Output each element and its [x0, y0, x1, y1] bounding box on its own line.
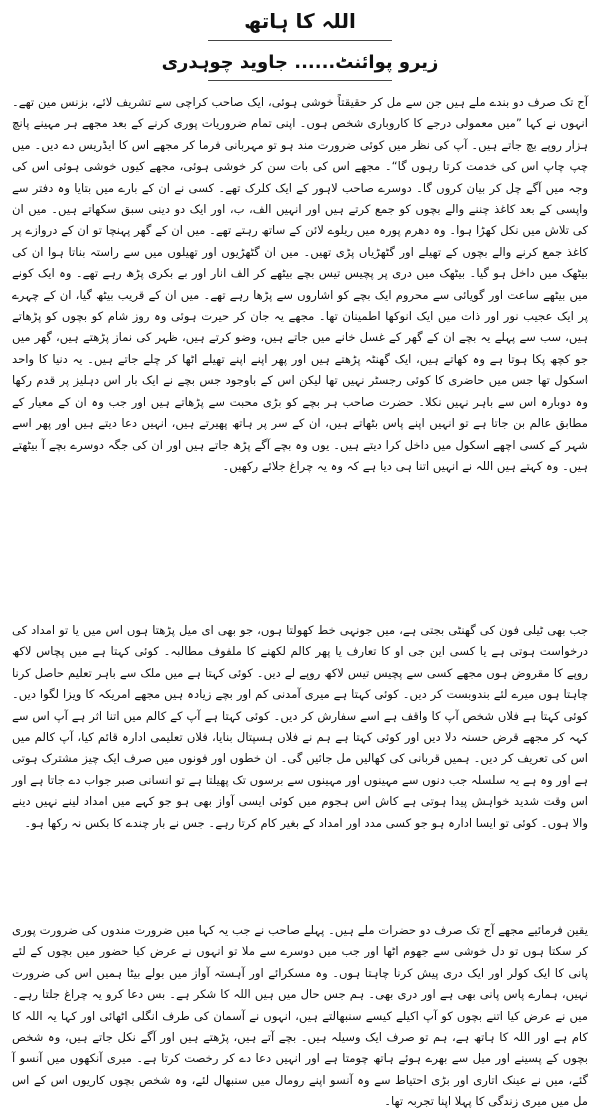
article-body — [12, 92, 588, 1109]
article-paragraph: یقین فرمائیے مجھے آج تک صرف دو حضرات ملے ہیں۔ پہلے صاحب نے جب یہ کہا میں ضرورت مندوں کی ضرورت پوری کر سکتا ہوں تو دل خوشی سے جھوم اٹھا اور جب میں دوسرے سے ملا تو انہوں نے عرض کیا حضور میں بچوں کے لئے پانی کا ایک کولر اور ایک دری پیش کرنا چاہتا ہوں۔ وہ مسکرائے اور آہستہ آواز میں بولے بیٹا ہمیں اس کی ضرورت نہیں، ہمارے پاس پانی بھی ہے اور دری بھی۔ ہم جس حال میں ہیں اللہ کا شکر ہے۔ بس دعا کرو یہ چراغ جلتا رہے۔ میں نے عرض کیا اتنے بچوں کو آپ اکیلے کیسے سنبھالتے ہیں، انہوں نے آسمان کی طرف انگلی اٹھائی اور کہا یہ اللہ کا کام ہے اور اللہ کا ہاتھ ہے، ہم تو صرف ایک وسیلہ ہیں۔ بچے آتے ہیں، پڑھتے ہیں اور آگے نکل جاتے ہیں، وہ شخص بچوں کے پسینے اور میل سے بھرے ہوئے ہاتھ چومتا ہے اور انہیں دعا دے کر رخصت کرتا ہے۔ میری آنکھوں میں آنسو آ گئے، میں نے عینک اتاری اور بڑی احتیاط سے وہ آنسو اپنے رومال میں سنبھال لئے، وہ شخص بچوں کاریوں اس کے اس مل میں میری زندگی کا پہلا اپنا تجربہ تھا۔ — [12, 923, 588, 1109]
column-byline: زیرو پوائنٹ...... جاوید چوہدری — [161, 52, 439, 73]
byline-underline — [208, 80, 392, 81]
article-paragraph: آج تک صرف دو بندے ملے ہیں جن سے مل کر حقیقتاً خوشی ہوئی، ایک صاحب کراچی سے تشریف لائے، بزنس مین تھے۔ انہوں نے کہا ”میں معمولی درجے کا کاروباری شخص ہوں۔ اپنی تمام ضروریات پوری کرنے کے بعد مجھے ہر مہینے پانچ ہزار روپے بچ جاتے ہیں۔ آپ کی نظر میں کوئی ضرورت مند ہو تو مہربانی فرما کر مجھے اس کا ایڈریس دے دیں۔ میں چپ چاپ اس کی خدمت کرتا رہوں گا“۔ مجھے اس کی بات سن کر خوشی ہوئی، مجھے کیوں خوشی ہوئی اس کی وجہ میں آگے چل کر بیان کروں گا۔ دوسرے صاحب لاہور کے ایک کلرک تھے۔ کسی نے ان کے بارے میں بتایا وہ دفتر سے واپسی کے بعد کاغذ چننے والے بچوں کو جمع کرتے ہیں اور انہیں الف، ب، اور ایک دو دینی سبق سکھاتے ہیں۔ میں ان کی تلاش میں نکل کھڑا ہوا۔ وہ دھرم پورہ میں ریلوے لائن کے ساتھ رہتے تھے۔ میں ان کے گھر پہنچا تو ان کے دروازے پر کاغذ جمع کرنے والے بچوں کے تھیلے اور گٹھڑیاں پڑی تھیں۔ میں ان گٹھڑیوں اور تھیلوں میں سے راستہ بناتا ہوا ان کی بیٹھک میں داخل ہو گیا۔ بیٹھک میں دری پر پچیس تیس بچے بیٹھے کر الف انار اور بے بکری پڑھ رہے تھے۔ وہ ایک کونے میں بیٹھے ساعت اور گویائی سے محروم ایک بچے کو اشاروں سے پڑھا رہے تھے۔ میں ان کے قریب بیٹھ گیا، ان کے چہرے پر ایک عجیب نور اور ذات میں ایک انوکھا اطمینان تھا۔ مجھے یہ جان کر حیرت ہوئی وہ روز شام کو بچوں کو پڑھاتے ہیں، سب سے پہلے یہ بچے ان کے گھر کے غسل خانے میں جاتے ہیں، وضو کرتے ہیں، ظہر کی نماز پڑھتے ہیں، گھر میں جو کچھ پکا ہوتا ہے وہ کھاتے ہیں، ایک گھنٹہ پڑھتے ہیں اور پھر اپنے اپنے تھیلے اٹھا کر چلے جاتے ہیں۔ یہ دنیا کا واحد اسکول تھا جس میں حاضری کا کوئی رجسٹر نہیں تھا لیکن اس کے باوجود جس بچے نے ایک بار اس دہلیز پر قدم رکھا وہ دوبارہ اس سے باہر نہیں نکلا۔ حضرت صاحب ہر بچے کو بڑی محبت سے پڑھاتے ہیں اور جب وہ ان کے معیار کے مطابق عالم بن جاتا ہے تو انہیں اپنے پاس بٹھاتے ہیں، ان کے سر پر ہاتھ پھیرتے ہیں، انہیں دعا دیتے ہیں اور پھر اسے شہر کے کسی اچھے اسکول میں داخل کرا دیتے ہیں۔ یوں وہ بچے آگے پڑھ جاتے ہیں اور ان کی جگہ دوسرے بچے آ بیٹھتے ہیں۔ وہ کہتے ہیں اللہ نے انہیں اتنا ہی دیا ہے کہ وہ یہ چراغ جلائے رکھیں۔ — [12, 95, 588, 473]
column-title: اللہ کا ہاتھ — [244, 9, 356, 33]
title-underline — [208, 40, 392, 41]
article-paragraph: جب بھی ٹیلی فون کی گھنٹی بجتی ہے، میں جونہی خط کھولتا ہوں، جو بھی ای میل پڑھتا ہوں اس میں یا تو امداد کی درخواست ہوتی ہے یا کسی این جی او کا تعارف یا پھر کالم لکھنے کا ملفوف مطالبہ۔ کوئی کہتا ہے میں پچاس لاکھ روپے کا مقروض ہوں مجھے کسی سے پچیس تیس لاکھ روپے لے دیں۔ کوئی کہتا ہے میں ملک سے باہر تعلیم حاصل کرنا چاہتا ہوں میرے لئے بندوبست کر دیں۔ کوئی کہتا ہے میری آمدنی کم اور بچے زیادہ ہیں مجھے امریکہ کا ویزا لگوا دیں۔ کوئی کہتا ہے فلاں شخص آپ کا واقف ہے اسے سفارش کر دیں۔ کوئی کہتا ہے آپ کے کالم میں اتنا اثر ہے آپ اس سے کہہ کر مجھے قرض حسنہ دلا دیں اور کوئی کہتا ہے ہم نے فلاں ہسپتال بنایا، فلاں تعلیمی ادارہ قائم کیا، آپ کالم میں اس کی تعریف کر دیں۔ ہمیں قربانی کی کھالیں مل جائیں گی۔ ان خطوں اور فونوں میں صرف ایک چیز مشترک ہوتی ہے اور وہ ہے یہ سلسلہ جب دنوں سے مہینوں اور مہینوں سے برسوں تک پھیلتا ہے تو انسانی صبر جواب دے جاتا ہے اور اس وقت شدید خواہش پیدا ہوتی ہے کاش اس ہجوم میں کوئی ایسی آواز بھی ہو جو کہے میں امداد لینے نہیں دینے والا ہوں۔ کوئی تو ایسا ادارہ ہو جو کسی مدد اور امداد کے بغیر کام کرتا رہے۔ جس نے بار چندے کا بکس نہ رکھا ہو۔ — [12, 623, 588, 830]
